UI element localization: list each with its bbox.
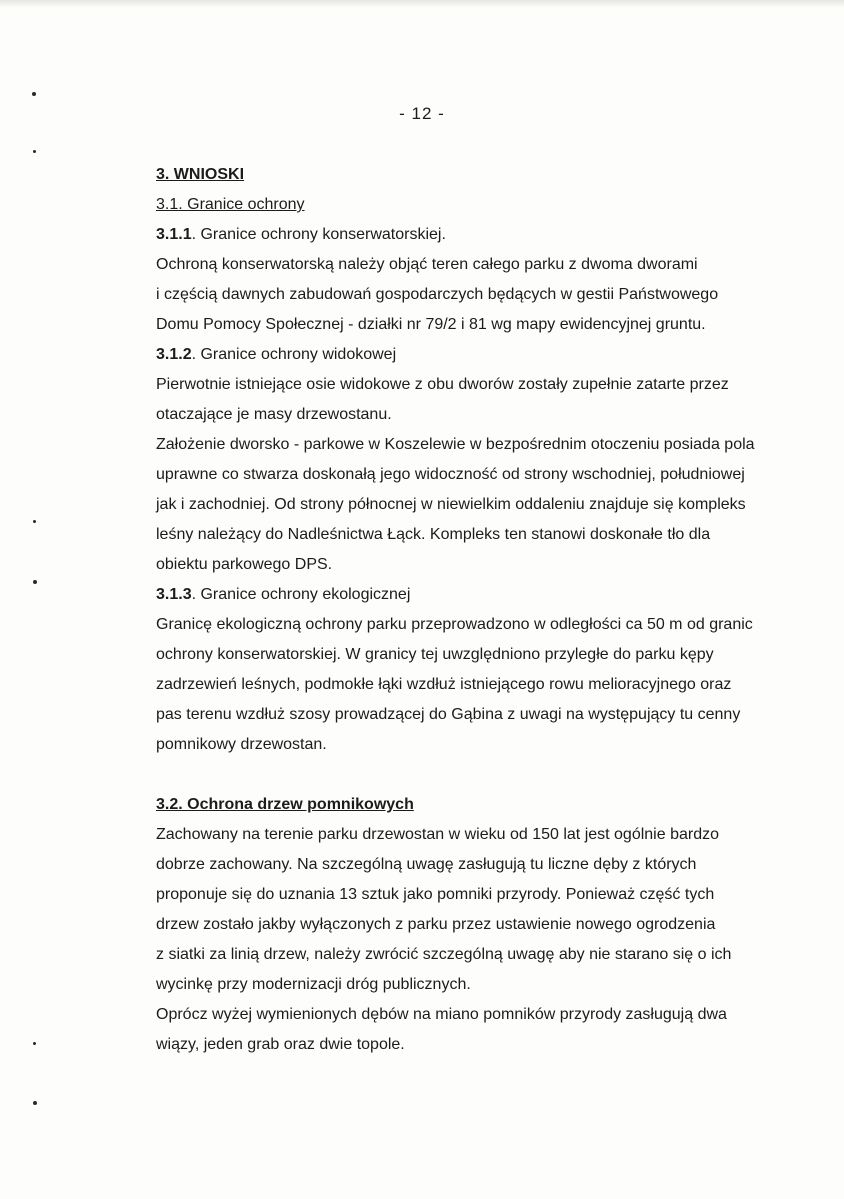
section-heading: 3.2. Ochrona drzew pomnikowych [156,796,414,813]
text-line: leśny należący do Nadleśnictwa Łąck. Kompleks ten stanowi doskonałe tło dla [156,526,711,543]
text-line: pomnikowy drzewostan. [156,736,327,753]
document-body [156,160,806,1060]
text-line: jak i zachodniej. Od strony północnej w niewielkim oddaleniu znajduje się kompleks [156,496,746,513]
text-line: Granicę ekologiczną ochrony parku przeprowadzono w odległości ca 50 m od granic [156,616,753,633]
text-line: wycinkę przy modernizacji dróg publicznych. [156,976,471,993]
subsection-title: . Granice ochrony ekologicznej [191,586,411,603]
text-line: drzew zostało jakby wyłączonych z parku przez ustawienie nowego ogrodzenia [156,916,716,933]
subsection-heading: 3.1. Granice ochrony [156,196,305,213]
scan-edge-shadow [0,0,844,8]
page-number: - 12 - [399,104,445,123]
subsection-number: 3.1.3 [156,586,192,603]
section-heading: 3. WNIOSKI [156,166,245,183]
margin-mark [33,520,36,523]
margin-mark [33,580,37,584]
subsection-title: . Granice ochrony konserwatorskiej. [191,226,446,243]
subsection-number: 3.1.2 [156,346,192,363]
subsection-number: 3.1.1 [156,226,192,243]
paragraph-gap [156,760,806,790]
text-line: pas terenu wzdłuż szosy prowadzącej do Gąbina z uwagi na występujący tu cenny [156,706,741,723]
text-line: Ochroną konserwatorską należy objąć teren całego parku z dwoma dworami [156,256,698,273]
text-line: Zachowany na terenie parku drzewostan w wieku od 150 lat jest ogólnie bardzo [156,826,719,843]
margin-mark [33,1042,36,1045]
text-line: i częścią dawnych zabudowań gospodarczych będących w gestii Państwowego [156,286,719,303]
text-line: obiektu parkowego DPS. [156,556,333,573]
text-line: z siatki za linią drzew, należy zwrócić szczególną uwagę aby nie starano się o ich [156,946,732,963]
margin-mark [32,92,36,96]
text-line: zadrzewień leśnych, podmokłe łąki wzdłuż istniejącego rowu melioracyjnego oraz [156,676,732,693]
margin-mark [33,150,36,153]
text-line: uprawne co stwarza doskonałą jego widoczność od strony wschodniej, południowej [156,466,745,483]
margin-mark [33,1101,37,1105]
text-line: proponuje się do uznania 13 sztuk jako pomniki przyrody. Ponieważ część tych [156,886,715,903]
text-line: Założenie dworsko - parkowe w Koszelewie w bezpośrednim otoczeniu posiada pola [156,436,755,453]
text-line: Oprócz wyżej wymienionych dębów na miano pomników przyrody zasługują dwa [156,1006,727,1023]
text-line: ochrony konserwatorskiej. W granicy tej uwzględniono przyległe do parku kępy [156,646,714,663]
subsection-heading [156,220,806,250]
subsection-heading [156,580,806,610]
text-line: Domu Pomocy Społecznej - działki nr 79/2 i 81 wg mapy ewidencyjnej gruntu. [156,316,706,333]
text-line: otaczające je masy drzewostanu. [156,406,392,423]
text-line: wiązy, jeden grab oraz dwie topole. [156,1036,405,1053]
subsection-title: . Granice ochrony widokowej [191,346,397,363]
text-line: Pierwotnie istniejące osie widokowe z obu dworów zostały zupełnie zatarte przez [156,376,729,393]
text-line: dobrze zachowany. Na szczególną uwagę zasługują tu liczne dęby z których [156,856,697,873]
subsection-heading [156,340,806,370]
